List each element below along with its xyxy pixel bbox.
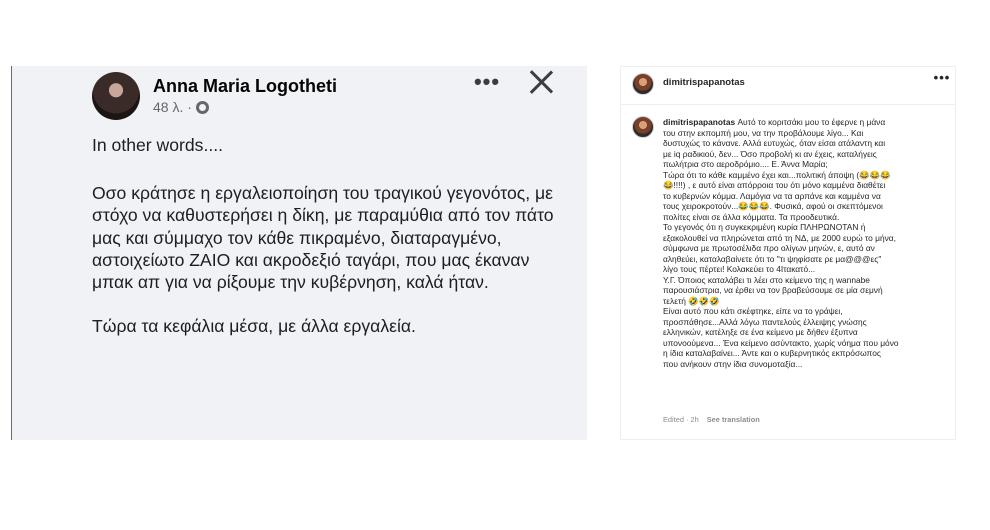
caption-line: εξακολουθεί να πληρώνεται από τη ΝΔ, με 2000 ευρώ το μήνα, — [663, 232, 896, 243]
caption-line: του στην εκπομπή μου, να την προβάλουμε λίγο... Και — [663, 127, 864, 138]
caption-line: πωλήτρια στο αεροδρόμιο.... Ε. Άννα Μαρία; — [663, 159, 828, 169]
caption-line: με iq ραδικιού, δεν... Όσο προβολή κι αν έχεις, καταλήγεις — [663, 148, 877, 159]
post-username[interactable]: dimitrispapanotas — [663, 77, 745, 88]
caption-username[interactable]: dimitrispapanotas — [663, 117, 736, 127]
caption-avatar[interactable] — [632, 116, 654, 138]
instagram-post — [620, 66, 956, 440]
more-options-icon[interactable]: ••• — [933, 70, 951, 85]
caption-line: Είναι αυτό που κάτι σκέφτηκε, είπε να το γράψει, — [663, 306, 843, 316]
post-text — [92, 134, 562, 359]
caption-line: το κυβερνών κόμμα. Λαμόγια να τα αρπάνε και καμμένα να — [663, 190, 881, 201]
caption-line: λίγο τους πέρτει! Κολακεύει το 4Ιτακατό... — [663, 264, 816, 274]
user-avatar[interactable] — [632, 73, 654, 95]
caption-line: Αυτό το κοριτσάκι μου το έφερνε η μάνα — [737, 117, 886, 127]
caption-line: τελετή 🤣🤣🤣 — [663, 295, 720, 306]
caption-line: ελληνικών, κατέληξε σε ένα κείμενο με δήθεν έξυπνα — [663, 327, 858, 337]
post-time[interactable]: 48 λ. · — [153, 99, 192, 115]
caption-line: τους χειροκροτούν...😂😂😂. Φυσικά, αφού οι σκεπτόμενοι — [663, 201, 883, 211]
post-meta — [153, 99, 209, 115]
see-translation-link[interactable]: See translation — [706, 415, 760, 424]
caption-footer — [663, 415, 760, 424]
post-paragraph: Οσο κράτησε η εργαλειοποίηση του τραγικού γεγονότος, με στόχο να καθυστερήσει η δίκη, με παραμύθια από τον πάτο μας και σύμμαχο τον κάθε πικραμένο, διαταραγμένο, αστοιχείωτο ΖΑΙΟ και ακροδεξιό ταγάρι, που μας έκαναν μπακ απ για να ρίξουμε την κυβέρνηση, καλά ήταν. — [92, 183, 554, 293]
caption-line: προσπάθησε...Αλλά λόγω παντελούς έλλειψης γνώσης — [663, 316, 867, 327]
edited-time: Edited · 2h — [663, 415, 699, 424]
caption-line: αληθεύει, καταλαβαίνετε ότι το "τι ψηφίσατε ρε μα@@@ες" — [663, 253, 882, 264]
caption-line: η ίδια καταλαβαίνει... Άντε και ο κυβερνητικός εκπρόσωπος — [663, 348, 881, 358]
more-options-icon[interactable]: ••• — [473, 69, 501, 94]
caption-line: που ανήκουν στην ίδια συνομοταξία... — [663, 358, 803, 369]
facebook-post — [11, 66, 587, 440]
caption-line: σύμφωνα με πρωτοσέλιδα προ ολίγων μηνών, ε, αυτό αν — [663, 243, 875, 253]
caption-line: Τώρα ότι το κάθε καμμένο έχει και...πολιτική άποψη (😂😂😂 — [663, 169, 891, 180]
close-icon[interactable] — [526, 67, 556, 97]
caption-line: δυστυχώς το κάνανε. Αλλά ευτυχώς, όταν είσαι ατάλαντη και — [663, 138, 886, 148]
caption-line: πολίτες είναι σε άλλα κόμματα. Τα προοδευτικά. — [663, 211, 840, 222]
caption-line: υπονοούμενα... Ένα κείμενο ασύντακτο, χωρίς νόημα που μόνο — [663, 337, 899, 348]
author-name[interactable]: Anna Maria Logotheti — [153, 76, 337, 96]
author-avatar[interactable] — [92, 72, 140, 120]
caption-line: παρουσιάστρια, να έρθει να τον βραβεύσουμε σε μία σεμνή — [663, 285, 883, 295]
caption-text — [663, 117, 951, 369]
header-divider — [621, 104, 955, 105]
caption-line: 😂!!!!) , ε αυτό είναι απόρροια του ότι μόνο καμμένα διαθέτει — [663, 180, 886, 190]
caption-line: Υ.Γ. Όποιος καταλάβει τι λέει στο κείμενο της η wannabe — [663, 274, 870, 285]
post-paragraph: In other words.... — [92, 135, 224, 155]
caption-line: Το γεγονός ότι η συγκεκριμένη κυρία ΠΛΗΡΩΝΟΤΑΝ ή — [663, 222, 866, 232]
globe-icon — [196, 101, 209, 114]
post-paragraph: Τώρα τα κεφάλια μέσα, με άλλα εργαλεία. — [92, 316, 416, 337]
